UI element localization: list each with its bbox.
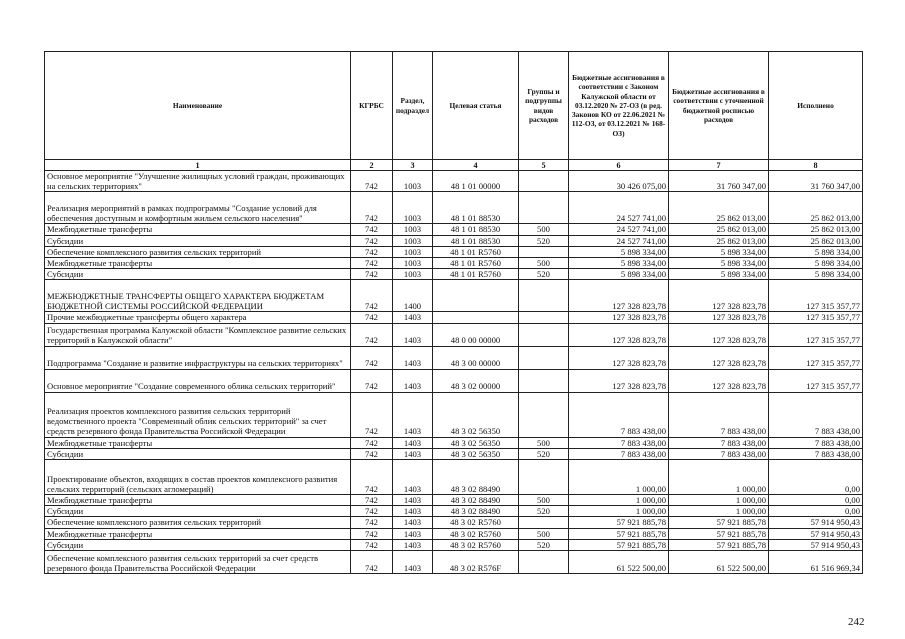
row-kgrbs: 742	[351, 437, 393, 448]
row-law-amount: 1 000,00	[569, 495, 669, 506]
row-kgrbs: 742	[351, 246, 393, 257]
row-law-amount: 24 527 741,00	[569, 224, 669, 235]
table-row	[45, 551, 863, 574]
row-kgrbs: 742	[351, 258, 393, 269]
row-law-amount: 7 883 438,00	[569, 392, 669, 437]
row-kgrbs: 742	[351, 171, 393, 192]
table-row	[45, 280, 863, 312]
column-number-row	[45, 160, 863, 171]
row-razdel: 1403	[393, 495, 433, 506]
row-name: Субсидии	[45, 506, 351, 517]
row-done-amount: 5 898 334,00	[769, 258, 863, 269]
row-refined-amount: 5 898 334,00	[669, 246, 769, 257]
row-razdel: 1003	[393, 269, 433, 280]
row-name: Субсидии	[45, 235, 351, 246]
row-kgrbs: 742	[351, 528, 393, 539]
row-done-amount: 57 914 950,43	[769, 528, 863, 539]
row-refined-amount: 127 328 823,78	[669, 280, 769, 312]
row-razdel: 1403	[393, 346, 433, 369]
row-name: Подпрограмма "Создание и развитие инфраструктуры на сельских территориях"	[45, 346, 351, 369]
row-razdel: 1003	[393, 171, 433, 192]
row-law-amount: 127 328 823,78	[569, 323, 669, 346]
row-law-amount: 61 522 500,00	[569, 551, 669, 574]
row-group	[519, 280, 569, 312]
row-done-amount: 25 862 013,00	[769, 192, 863, 224]
table-row	[45, 495, 863, 506]
row-name: Проектирование объектов, входящих в состав проектов комплексного развития сельских территорий (сельских агломераций)	[45, 460, 351, 495]
row-done-amount: 127 315 357,77	[769, 323, 863, 346]
row-kgrbs: 742	[351, 495, 393, 506]
row-kgrbs: 742	[351, 323, 393, 346]
row-target: 48 3 02 56350	[433, 437, 519, 448]
row-done-amount: 31 760 347,00	[769, 171, 863, 192]
row-refined-amount: 57 921 885,78	[669, 528, 769, 539]
row-name: Обеспечение комплексного развития сельских территорий за счет средств резервного фонда Правительства Российской Федерации	[45, 551, 351, 574]
row-name: Реализация мероприятий в рамках подпрограммы "Создание условий для обеспечения доступным и комфортным жильем сельского населения"	[45, 192, 351, 224]
row-law-amount: 7 883 438,00	[569, 448, 669, 459]
row-name: Межбюджетные трансферты	[45, 258, 351, 269]
row-target: 48 3 02 56350	[433, 392, 519, 437]
row-done-amount: 7 883 438,00	[769, 392, 863, 437]
row-done-amount: 25 862 013,00	[769, 224, 863, 235]
header-groups: Группы и подгруппы видов расходов	[519, 52, 569, 160]
row-refined-amount: 7 883 438,00	[669, 437, 769, 448]
row-razdel: 1403	[393, 437, 433, 448]
table-row	[45, 539, 863, 550]
row-name: МЕЖБЮДЖЕТНЫЕ ТРАНСФЕРТЫ ОБЩЕГО ХАРАКТЕРА БЮДЖЕТАМ БЮДЖЕТНОЙ СИСТЕМЫ РОССИЙСКОЙ ФЕДЕРАЦИИ	[45, 280, 351, 312]
row-target: 48 3 02 88490	[433, 495, 519, 506]
row-kgrbs: 742	[351, 392, 393, 437]
row-target: 48 3 02 88490	[433, 460, 519, 495]
row-razdel: 1403	[393, 551, 433, 574]
row-group	[519, 551, 569, 574]
col-number: 8	[769, 160, 863, 171]
row-law-amount: 127 328 823,78	[569, 369, 669, 392]
row-group	[519, 460, 569, 495]
row-name: Субсидии	[45, 448, 351, 459]
row-name: Реализация проектов комплексного развития сельских территорий ведомственного проекта "Современный облик сельских территорий" за счет средств резервного фонда Правительства Российской Федерации	[45, 392, 351, 437]
row-razdel: 1003	[393, 224, 433, 235]
row-kgrbs: 742	[351, 312, 393, 323]
row-law-amount: 24 527 741,00	[569, 192, 669, 224]
row-kgrbs: 742	[351, 235, 393, 246]
row-law-amount: 7 883 438,00	[569, 437, 669, 448]
table-row	[45, 448, 863, 459]
row-group: 500	[519, 258, 569, 269]
row-done-amount: 127 315 357,77	[769, 280, 863, 312]
col-number: 1	[45, 160, 351, 171]
row-target: 48 1 01 R5760	[433, 246, 519, 257]
row-done-amount: 0,00	[769, 460, 863, 495]
table-row	[45, 246, 863, 257]
table-row	[45, 323, 863, 346]
header-kgrbs: КГРБС	[351, 52, 393, 160]
table-row	[45, 506, 863, 517]
row-refined-amount: 5 898 334,00	[669, 258, 769, 269]
row-target: 48 3 02 R5760	[433, 517, 519, 528]
row-kgrbs: 742	[351, 506, 393, 517]
row-razdel: 1003	[393, 246, 433, 257]
row-razdel: 1403	[393, 323, 433, 346]
row-refined-amount: 7 883 438,00	[669, 448, 769, 459]
row-name: Субсидии	[45, 539, 351, 550]
row-done-amount: 25 862 013,00	[769, 235, 863, 246]
col-number: 7	[669, 160, 769, 171]
col-number: 3	[393, 160, 433, 171]
table-row	[45, 346, 863, 369]
row-target: 48 3 02 R5760	[433, 539, 519, 550]
row-done-amount: 57 914 950,43	[769, 539, 863, 550]
row-name: Межбюджетные трансферты	[45, 495, 351, 506]
row-group	[519, 312, 569, 323]
row-name: Основное мероприятие "Улучшение жилищных условий граждан, проживающих на сельских территориях"	[45, 171, 351, 192]
table-row	[45, 460, 863, 495]
row-done-amount: 127 315 357,77	[769, 312, 863, 323]
row-law-amount: 57 921 885,78	[569, 528, 669, 539]
row-name: Обеспечение комплексного развития сельских территорий	[45, 517, 351, 528]
row-group	[519, 369, 569, 392]
col-number: 6	[569, 160, 669, 171]
row-kgrbs: 742	[351, 517, 393, 528]
row-group: 500	[519, 495, 569, 506]
row-razdel: 1403	[393, 448, 433, 459]
row-name: Обеспечение комплексного развития сельских территорий	[45, 246, 351, 257]
row-law-amount: 57 921 885,78	[569, 539, 669, 550]
table-row	[45, 312, 863, 323]
row-done-amount: 61 516 969,34	[769, 551, 863, 574]
row-group: 520	[519, 235, 569, 246]
table-row	[45, 392, 863, 437]
table-body	[45, 171, 863, 574]
col-number: 4	[433, 160, 519, 171]
row-name: Основное мероприятие "Создание современного облика сельских территорий"	[45, 369, 351, 392]
row-kgrbs: 742	[351, 448, 393, 459]
row-name: Государственная программа Калужской области "Комплексное развитие сельских территорий в Калужской области"	[45, 323, 351, 346]
row-name: Межбюджетные трансферты	[45, 528, 351, 539]
row-target: 48 1 01 88530	[433, 235, 519, 246]
row-group	[519, 346, 569, 369]
row-refined-amount: 127 328 823,78	[669, 312, 769, 323]
row-group: 500	[519, 224, 569, 235]
header-done: Исполнено	[769, 52, 863, 160]
row-target: 48 3 02 R576F	[433, 551, 519, 574]
row-kgrbs: 742	[351, 269, 393, 280]
table-row	[45, 224, 863, 235]
row-law-amount: 24 527 741,00	[569, 235, 669, 246]
row-kgrbs: 742	[351, 551, 393, 574]
table-row	[45, 258, 863, 269]
row-razdel: 1003	[393, 192, 433, 224]
row-kgrbs: 742	[351, 539, 393, 550]
row-razdel: 1403	[393, 506, 433, 517]
row-target	[433, 280, 519, 312]
row-law-amount: 57 921 885,78	[569, 517, 669, 528]
row-refined-amount: 1 000,00	[669, 495, 769, 506]
row-done-amount: 57 914 950,43	[769, 517, 863, 528]
row-law-amount: 127 328 823,78	[569, 280, 669, 312]
row-law-amount: 5 898 334,00	[569, 258, 669, 269]
row-done-amount: 0,00	[769, 506, 863, 517]
row-razdel: 1003	[393, 258, 433, 269]
row-kgrbs: 742	[351, 460, 393, 495]
row-group	[519, 392, 569, 437]
row-razdel: 1403	[393, 517, 433, 528]
header-law: Бюджетные ассигнования в соответствии с Законом Калужской области от 03.12.2020 № 27-ОЗ (в ред. Законов КО от 22.06.2021 № 112-ОЗ, от 03.12.2021 № 168-ОЗ)	[569, 52, 669, 160]
row-group	[519, 171, 569, 192]
row-group: 520	[519, 506, 569, 517]
row-law-amount: 5 898 334,00	[569, 269, 669, 280]
row-target: 48 1 01 88530	[433, 192, 519, 224]
row-razdel: 1403	[393, 369, 433, 392]
col-number: 2	[351, 160, 393, 171]
row-done-amount: 7 883 438,00	[769, 437, 863, 448]
row-group: 500	[519, 437, 569, 448]
col-number: 5	[519, 160, 569, 171]
row-target: 48 1 01 00000	[433, 171, 519, 192]
row-done-amount: 127 315 357,77	[769, 346, 863, 369]
row-refined-amount: 127 328 823,78	[669, 323, 769, 346]
row-group	[519, 192, 569, 224]
row-group: 520	[519, 269, 569, 280]
header-row	[45, 52, 863, 160]
table-row	[45, 369, 863, 392]
table-row	[45, 437, 863, 448]
row-refined-amount: 25 862 013,00	[669, 224, 769, 235]
header-refined: Бюджетные ассигнования в соответствии с уточненной бюджетной росписью расходов	[669, 52, 769, 160]
row-kgrbs: 742	[351, 346, 393, 369]
row-done-amount: 0,00	[769, 495, 863, 506]
row-target: 48 3 02 56350	[433, 448, 519, 459]
row-done-amount: 5 898 334,00	[769, 246, 863, 257]
row-refined-amount: 127 328 823,78	[669, 346, 769, 369]
row-target: 48 3 02 00000	[433, 369, 519, 392]
row-kgrbs: 742	[351, 369, 393, 392]
row-refined-amount: 61 522 500,00	[669, 551, 769, 574]
row-target: 48 3 00 00000	[433, 346, 519, 369]
header-target: Целевая статья	[433, 52, 519, 160]
row-target: 48 1 01 R5760	[433, 258, 519, 269]
row-done-amount: 5 898 334,00	[769, 269, 863, 280]
table-row	[45, 192, 863, 224]
row-target: 48 0 00 00000	[433, 323, 519, 346]
row-done-amount: 127 315 357,77	[769, 369, 863, 392]
row-name: Прочие межбюджетные трансферты общего характера	[45, 312, 351, 323]
row-kgrbs: 742	[351, 224, 393, 235]
row-refined-amount: 25 862 013,00	[669, 235, 769, 246]
row-group	[519, 517, 569, 528]
row-refined-amount: 1 000,00	[669, 460, 769, 495]
row-refined-amount: 127 328 823,78	[669, 369, 769, 392]
row-refined-amount: 57 921 885,78	[669, 539, 769, 550]
row-done-amount: 7 883 438,00	[769, 448, 863, 459]
row-kgrbs: 742	[351, 192, 393, 224]
row-group: 500	[519, 528, 569, 539]
row-name: Межбюджетные трансферты	[45, 224, 351, 235]
row-law-amount: 30 426 075,00	[569, 171, 669, 192]
budget-table	[44, 51, 863, 574]
table-row	[45, 517, 863, 528]
page-number: 242	[848, 616, 865, 628]
row-razdel: 1403	[393, 539, 433, 550]
row-razdel: 1403	[393, 312, 433, 323]
row-law-amount: 1 000,00	[569, 460, 669, 495]
row-group	[519, 323, 569, 346]
row-target: 48 3 02 88490	[433, 506, 519, 517]
row-refined-amount: 57 921 885,78	[669, 517, 769, 528]
row-razdel: 1003	[393, 235, 433, 246]
row-refined-amount: 5 898 334,00	[669, 269, 769, 280]
row-name: Субсидии	[45, 269, 351, 280]
row-razdel: 1403	[393, 460, 433, 495]
table-row	[45, 235, 863, 246]
header-razdel: Раздел, подраздел	[393, 52, 433, 160]
table-row	[45, 171, 863, 192]
row-law-amount: 127 328 823,78	[569, 346, 669, 369]
row-law-amount: 5 898 334,00	[569, 246, 669, 257]
row-razdel: 1403	[393, 392, 433, 437]
row-name: Межбюджетные трансферты	[45, 437, 351, 448]
row-razdel: 1400	[393, 280, 433, 312]
row-law-amount: 127 328 823,78	[569, 312, 669, 323]
table-row	[45, 269, 863, 280]
row-target: 48 3 02 R5760	[433, 528, 519, 539]
budget-sheet	[44, 51, 863, 574]
row-refined-amount: 31 760 347,00	[669, 171, 769, 192]
table-row	[45, 528, 863, 539]
row-group	[519, 246, 569, 257]
row-kgrbs: 742	[351, 280, 393, 312]
row-target: 48 1 01 R5760	[433, 269, 519, 280]
row-razdel: 1403	[393, 528, 433, 539]
row-group: 520	[519, 539, 569, 550]
row-law-amount: 1 000,00	[569, 506, 669, 517]
row-refined-amount: 7 883 438,00	[669, 392, 769, 437]
row-target: 48 1 01 88530	[433, 224, 519, 235]
row-group: 520	[519, 448, 569, 459]
row-refined-amount: 25 862 013,00	[669, 192, 769, 224]
row-target	[433, 312, 519, 323]
header-name: Наименование	[45, 52, 351, 160]
row-refined-amount: 1 000,00	[669, 506, 769, 517]
